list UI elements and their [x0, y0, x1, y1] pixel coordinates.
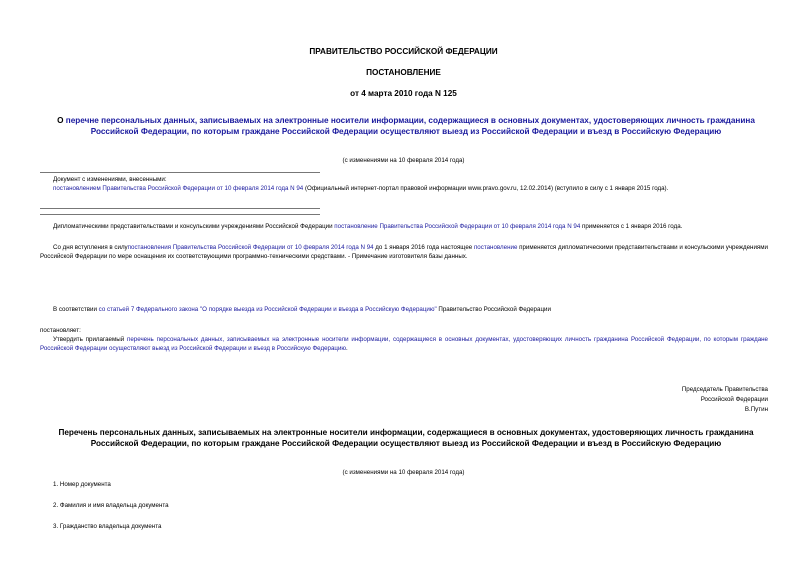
signature-name: В.Путин — [744, 406, 768, 413]
list-item: 3. Гражданство владельца документа — [53, 523, 162, 530]
appendix-title: Перечень персональных данных, записываемых на электронные носители информации, содержащиеся в основных документах, удостоверяющих личность гражданина Российской Федерации, по которым граждане Российской Федерации осуществляют выезд из Российской Федерации и въезд в Российскую Федерацию — [58, 428, 754, 448]
document-date-number: от 4 марта 2010 года N 125 — [350, 89, 457, 98]
approve-link[interactable]: перечень персональных данных, записываемых на электронные носители информации, содержащиеся в основных документах, удостоверяющих личность гражданина Российской Федерации, по которым граждане Российской Федерации осуществляют выезд из Российской Федерации и въезд в Российскую Федерацию — [40, 336, 768, 352]
separator-line — [40, 214, 320, 215]
list-item: 2. Фамилия и имя владельца документа — [53, 502, 169, 509]
note-link[interactable]: постановление Правительства Российской Федерации от 10 февраля 2014 года N 94 — [334, 223, 581, 230]
basis-link[interactable]: со статьей 7 Федерального закона "О порядке выезда из Российской Федерации и въезда в Российскую Федерацию" — [98, 306, 437, 313]
note-text: Дипломатическими представительствами и консульскими учреждениями Российской Федерации — [53, 223, 335, 230]
appendix-amendments: (с изменениями на 10 февраля 2014 года) — [342, 469, 465, 476]
title-prefix: О — [57, 116, 66, 125]
note-link[interactable]: постановление — [473, 244, 518, 251]
note-paragraph-1 — [40, 222, 768, 231]
note-text: применяется с 1 января 2016 года. — [580, 223, 683, 230]
note-text: применяется дипломатическими представительствами и консульскими учреждениями Российской Федерации по мере оснащения их соответствующими программно-техническими средствами. - Примечание изготовителя базы данных. — [40, 244, 768, 260]
signature-block — [560, 385, 768, 415]
signature-position: Председатель Правительства — [681, 386, 768, 393]
note-link[interactable]: постановления Правительства Российской Федерации от 10 февраля 2014 года N 94 — [127, 244, 374, 251]
basis-text: Правительство Российской Федерации — [436, 306, 551, 313]
decree-word: постановляет: — [40, 327, 81, 334]
separator-line — [40, 208, 320, 209]
title-link[interactable]: перечне персональных данных, записываемых на электронные носители информации, содержащиеся в основных документах, удостоверяющих личность гражданина Российской Федерации, по которым граждане Российской Федерации осуществляют выезд из Российской Федерации и въезд в Российскую Федерацию — [65, 116, 755, 136]
approve-paragraph — [40, 335, 768, 353]
note-text: до 1 января 2016 года настоящее — [373, 244, 474, 251]
list-item: 1. Номер документа — [53, 481, 111, 488]
changes-tail: (Официальный интернет-портал правовой информации www.pravo.gov.ru, 12.02.2014) (вступило в силу с 1 января 2015 года). — [303, 185, 669, 192]
changes-link[interactable]: постановлением Правительства Российской Федерации от 10 февраля 2014 года N 94 — [53, 185, 304, 192]
separator-line — [40, 172, 320, 173]
note-paragraph-2 — [40, 243, 768, 261]
approve-text: Утвердить прилагаемый — [53, 336, 127, 343]
basis-paragraph — [53, 305, 773, 314]
basis-text: В соответствии — [53, 306, 99, 313]
changes-source — [53, 184, 783, 193]
document-title — [50, 115, 762, 137]
approve-text: . — [346, 345, 348, 352]
changes-label: Документ с изменениями, внесенными: — [53, 176, 167, 183]
signature-country: Российской Федерации — [700, 396, 768, 403]
government-heading: ПРАВИТЕЛЬСТВО РОССИЙСКОЙ ФЕДЕРАЦИИ — [309, 47, 498, 56]
amendments-note: (с изменениями на 10 февраля 2014 года) — [342, 157, 465, 164]
document-type-heading: ПОСТАНОВЛЕНИЕ — [366, 68, 441, 77]
note-text: Со дня вступления в силу — [53, 244, 128, 251]
